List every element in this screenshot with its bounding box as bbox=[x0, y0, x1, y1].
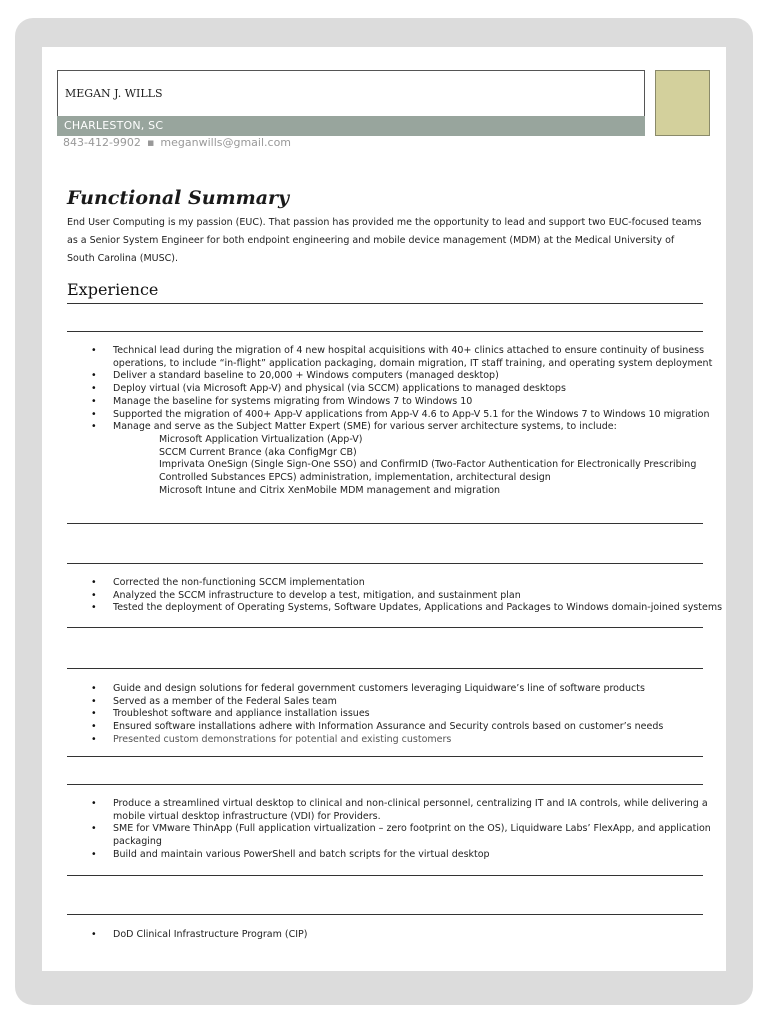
experience-divider bbox=[67, 303, 703, 304]
job-3-top-rule bbox=[67, 668, 703, 669]
job-2-bottom-rule bbox=[67, 627, 703, 628]
candidate-location: CHARLESTON, SC bbox=[64, 119, 164, 132]
job-4-top-rule bbox=[67, 784, 703, 785]
experience-heading: Experience bbox=[67, 280, 159, 299]
sub-list-item: Imprivata OneSign (Single Sign-One SSO) and ConfirmID (Two-Factor Authentication for Electronically Prescribing Controlled Substances EPCS) administration, implementation, architectural design bbox=[159, 459, 697, 484]
header-accent-block bbox=[655, 70, 710, 136]
contact-separator: ▪ bbox=[146, 136, 155, 149]
list-item: • Technical lead during the migration of 4 new hospital acquisitions with 40+ clinics attached to ensure continuity of business operations, to include “in-flight” application packaging, domain migration, IT staff training, and operating system deployment bbox=[113, 345, 738, 370]
job-1-bottom-rule bbox=[67, 523, 703, 524]
sub-list-item: Microsoft Application Virtualization (App-V) bbox=[159, 433, 363, 445]
list-item: • Deliver a standard baseline to 20,000 + Windows computers (managed desktop) bbox=[113, 370, 738, 383]
list-item: • Ensured software installations adhere with Information Assurance and Security controls based on customer’s needs bbox=[113, 721, 738, 734]
list-item: • Build and maintain various PowerShell and batch scripts for the virtual desktop bbox=[113, 849, 738, 862]
functional-summary-text: End User Computing is my passion (EUC). That passion has provided me the opportunity to lead and support two EUC-focused teams as a Senior System Engineer for both endpoint engineering and mobile device management (MDM) at the Medical University of South Carolina (MUSC). bbox=[67, 217, 702, 264]
functional-summary-heading: Functional Summary bbox=[67, 187, 290, 209]
email-address[interactable]: meganwills@gmail.com bbox=[160, 136, 292, 149]
sub-list-item: SCCM Current Brance (aka ConfigMgr CB) bbox=[159, 446, 357, 458]
list-item: • Produce a streamlined virtual desktop to clinical and non-clinical personnel, centralizing IT and IA controls, while delivering a mobile virtual desktop infrastructure (VDI) for Providers. bbox=[113, 798, 738, 823]
list-item: • Guide and design solutions for federal government customers leveraging Liquidware’s line of software products bbox=[113, 683, 738, 696]
job-4-bottom-rule bbox=[67, 875, 703, 876]
candidate-name: MEGAN J. WILLS bbox=[65, 87, 163, 100]
job-5-duties bbox=[67, 929, 738, 942]
job-2-top-rule bbox=[67, 563, 703, 564]
list-item: • Troubleshot software and appliance installation issues bbox=[113, 708, 738, 721]
location-bar bbox=[57, 116, 645, 136]
list-item: • DoD Clinical Infrastructure Program (CIP) bbox=[113, 929, 738, 942]
job-3-bottom-rule bbox=[67, 756, 703, 757]
list-item: • Presented custom demonstrations for potential and existing customers bbox=[113, 734, 738, 747]
list-item: • Corrected the non-functioning SCCM implementation bbox=[113, 577, 738, 590]
job-3-duties bbox=[67, 683, 738, 747]
list-item: • Tested the deployment of Operating Systems, Software Updates, Applications and Packages to Windows domain-joined systems bbox=[113, 602, 738, 615]
list-item: • Deploy virtual (via Microsoft App-V) and physical (via SCCM) applications to managed desktops bbox=[113, 383, 738, 396]
list-item: • Served as a member of the Federal Sales team bbox=[113, 696, 738, 709]
list-item: • SME for VMware ThinApp (Full application virtualization – zero footprint on the OS), Liquidware Labs’ FlexApp, and application packaging bbox=[113, 823, 738, 848]
job-2-duties bbox=[67, 577, 738, 615]
sub-list-item: Microsoft Intune and Citrix XenMobile MDM management and migration bbox=[159, 484, 501, 496]
resume-page bbox=[42, 47, 726, 971]
list-item: • Manage the baseline for systems migrating from Windows 7 to Windows 10 bbox=[113, 396, 738, 409]
name-header-box bbox=[57, 70, 645, 116]
job-1-top-rule bbox=[67, 331, 703, 332]
job-1-duties bbox=[67, 345, 738, 497]
phone-number: 843-412-9902 bbox=[63, 136, 141, 149]
job-5-top-rule bbox=[67, 914, 703, 915]
list-item: • Manage and serve as the Subject Matter Expert (SME) for various server architecture systems, to include: bbox=[113, 421, 738, 434]
list-item: • Analyzed the SCCM infrastructure to develop a test, mitigation, and sustainment plan bbox=[113, 590, 738, 603]
contact-line bbox=[63, 136, 291, 149]
list-item: • Supported the migration of 400+ App-V applications from App-V 4.6 to App-V 5.1 for the Windows 7 to Windows 10 migration bbox=[113, 409, 738, 422]
job-4-duties bbox=[67, 798, 738, 862]
